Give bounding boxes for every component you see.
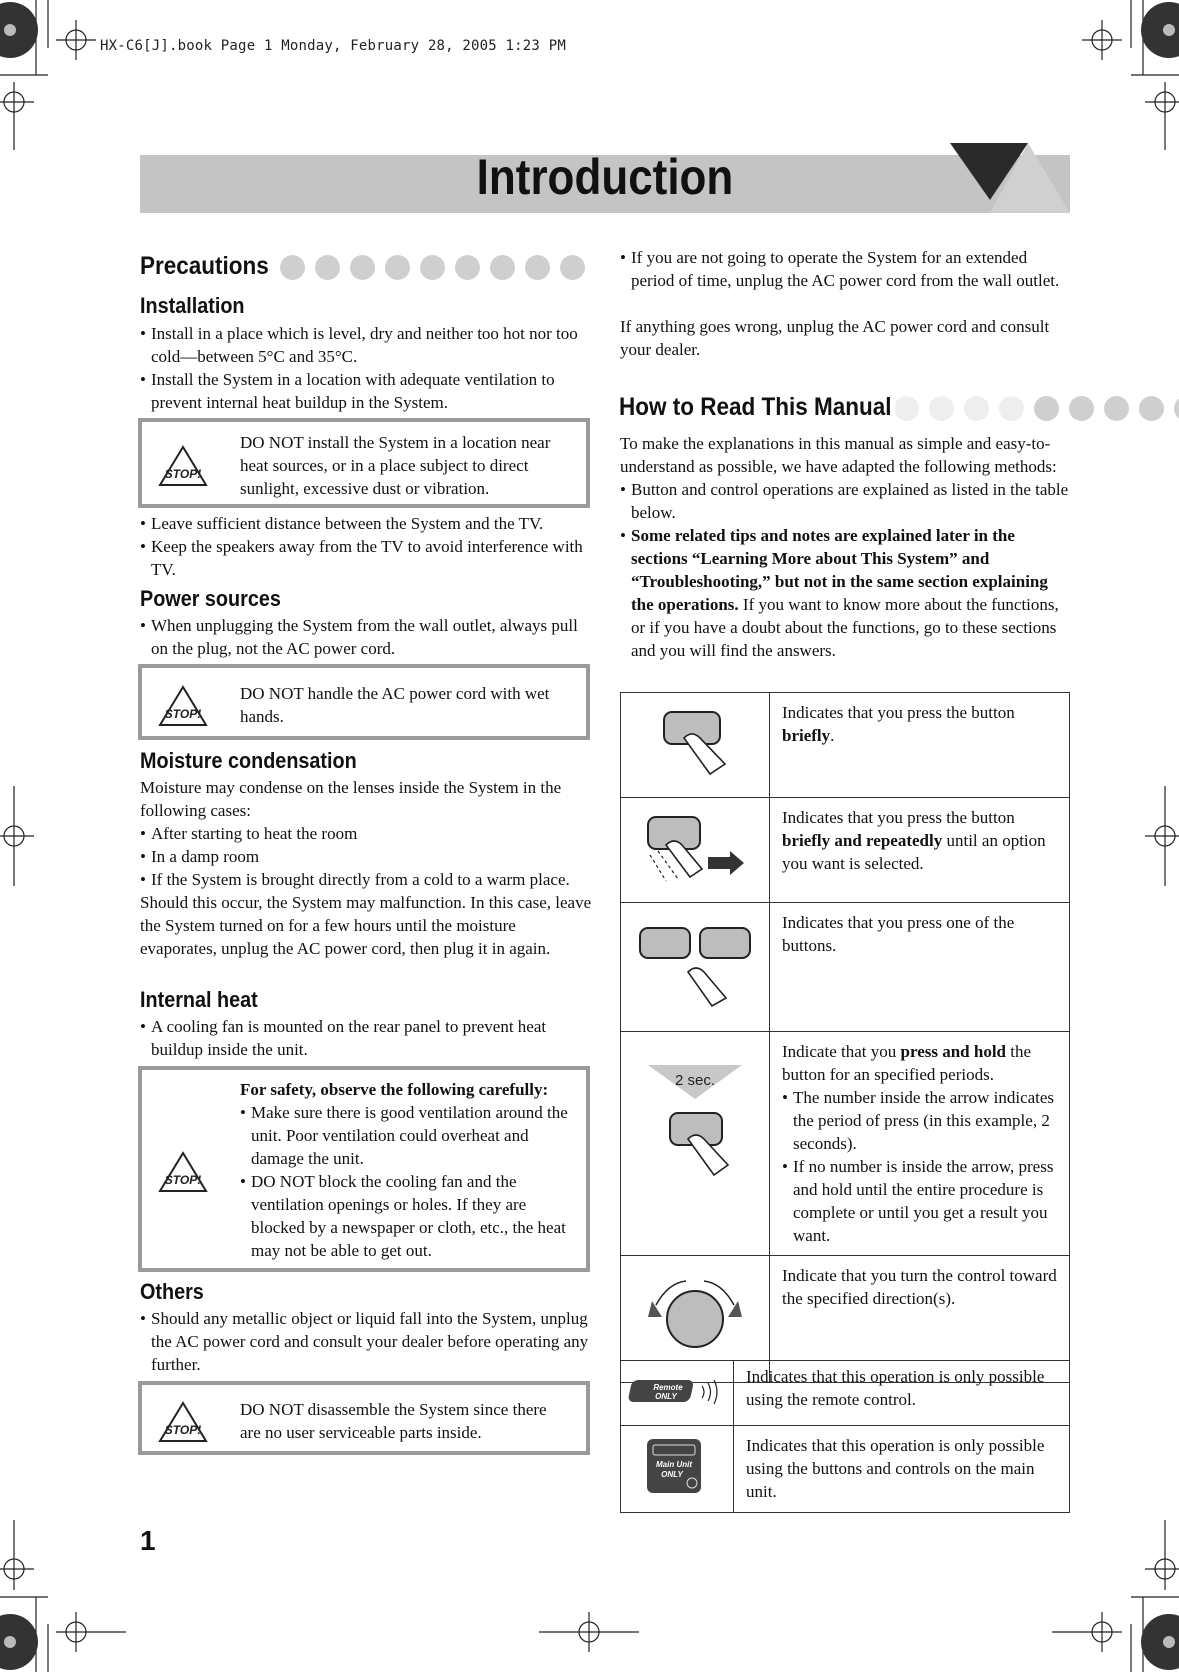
table-row (621, 1361, 1070, 1426)
row5-text: Indicate that you turn the control toward the specified direction(s). (782, 1266, 1057, 1308)
power-heading: Power sources (140, 586, 281, 611)
row4-bullet-2: • If no number is inside the arrow, press and hold until the entire procedure is complete or until you get a result you want. (782, 1155, 1057, 1247)
badge-remote-line-1: Remote (653, 1383, 683, 1392)
install-bullet-1: • Install in a place which is level, dry and neither too hot nor too cold—between 5°C and 35°C. (140, 322, 590, 368)
warning-box-installation (138, 418, 590, 508)
moisture-bullet-2: • In a damp room (140, 845, 595, 868)
table-row (621, 1032, 1070, 1256)
remote-only-badge-icon (622, 1362, 732, 1418)
remote-only-text: Indicates that this operation is only possible using the remote control. (746, 1367, 1045, 1409)
moisture-bullet-1: • After starting to heat the room (140, 822, 595, 845)
print-header: HX-C6[J].book Page 1 Monday, February 28, 2005 1:23 PM (100, 38, 566, 54)
row2-bold: briefly and repeatedly (782, 831, 943, 850)
table-row (621, 903, 1070, 1032)
main-unit-only-badge-icon (622, 1427, 732, 1505)
table-row (621, 798, 1070, 903)
turn-control-icon (622, 1257, 768, 1375)
warning-text-installation: DO NOT install the System in a location near heat sources, or in a place subject to direct sunlight, excessive dust or vibration. (240, 433, 551, 498)
warning-title-internal-heat: For safety, observe the following carefully: (240, 1080, 549, 1099)
press-and-hold-icon (622, 1033, 768, 1233)
stop-label: STOP! (164, 1423, 202, 1437)
press-briefly-icon (622, 694, 768, 790)
manual-intro: To make the explanations in this manual as simple and easy-to-understand as possible, we have adapted the following methods: (620, 434, 1057, 476)
only-legend-table (620, 1360, 1070, 1513)
moisture-heading: Moisture condensation (140, 748, 357, 773)
legend-table (620, 692, 1070, 1383)
internal-heat-heading: Internal heat (140, 987, 258, 1012)
stop-warning-icon (158, 1150, 208, 1194)
install-bullet-2: • Install the System in a location with adequate ventilation to prevent internal heat buildup in the System. (140, 368, 590, 414)
row1-text: Indicates that you press the button (782, 703, 1015, 722)
badge-main-line-1: Main Unit (656, 1460, 692, 1469)
heat-bullet-1: • A cooling fan is mounted on the rear panel to prevent heat buildup inside the unit. (140, 1015, 590, 1061)
power-bullet-1: • When unplugging the System from the wall outlet, always pull on the plug, not the AC power cord. (140, 614, 590, 660)
moisture-intro: Moisture may condense on the lenses inside the System in the following cases: (140, 778, 562, 820)
badge-main-line-2: ONLY (661, 1470, 683, 1479)
stop-warning-icon (158, 684, 208, 728)
row3-text: Indicates that you press one of the buttons. (782, 913, 1015, 955)
warning-bullet-1: • Make sure there is good ventilation around the unit. Poor ventilation could overheat and damage the unit. (240, 1101, 570, 1170)
install-bullet-4: • Keep the speakers away from the TV to avoid interference with TV. (140, 535, 590, 581)
hold-duration-label: 2 sec. (674, 1072, 716, 1089)
manual-bullet-2-rest: If you want to know more about the functions, or if you have a doubt about the functions, go to these sections and you will find the answers. (631, 595, 1059, 660)
warning-box-internal-heat (138, 1066, 590, 1272)
press-one-of-buttons-icon (622, 904, 768, 1024)
stop-label: STOP! (164, 467, 202, 481)
stop-label: STOP! (164, 1173, 202, 1187)
row1-bold: briefly (782, 726, 831, 745)
how-to-read-heading: How to Read This Manual (619, 393, 895, 422)
badge-remote-line-2: ONLY (655, 1392, 677, 1401)
anything-wrong-para: If anything goes wrong, unplug the AC power cord and consult your dealer. (620, 317, 1050, 359)
page-title: Introduction (476, 149, 734, 205)
moisture-bullet-3: • If the System is brought directly from a cold to a warm place. (140, 868, 595, 891)
row2-text: Indicates that you press the button (782, 808, 1015, 827)
manual-bullet-1: • Button and control operations are explained as listed in the table below. (620, 478, 1070, 524)
press-repeatedly-icon (622, 799, 768, 895)
moisture-outro: Should this occur, the System may malfunction. In this case, leave the System turned on for a few hours until the moisture evaporates, unplug the AC power cord, then plug it in again. (140, 893, 592, 958)
main-unit-only-text: Indicates that this operation is only possible using the buttons and controls on the main unit. (746, 1436, 1045, 1501)
others-bullet-1: • Should any metallic object or liquid fall into the System, unplug the AC power cord and consult your dealer before operating any further. (140, 1307, 590, 1376)
installation-heading: Installation (140, 293, 245, 318)
row4-post: the button for an specified periods. (782, 1042, 1032, 1084)
manual-bullet-2 (620, 524, 1070, 662)
precautions-heading: Precautions (140, 252, 272, 281)
warning-box-power (138, 664, 590, 740)
stop-label: STOP! (164, 707, 202, 721)
warning-text-power: DO NOT handle the AC power cord with wet hands. (240, 684, 550, 726)
row1-post: . (830, 726, 835, 745)
page-number: 1 (140, 1525, 156, 1556)
table-row (621, 1426, 1070, 1513)
warning-box-others (138, 1381, 590, 1455)
row4-bullet-1: • The number inside the arrow indicates the period of press (in this example, 2 seconds). (782, 1086, 1057, 1155)
unplug-bullet: • If you are not going to operate the System for an extended period of time, unplug the AC power cord from the wall outlet. (620, 246, 1065, 292)
warning-text-others: DO NOT disassemble the System since there are no user serviceable parts inside. (240, 1400, 547, 1442)
install-bullet-3: • Leave sufficient distance between the System and the TV. (140, 512, 590, 535)
others-heading: Others (140, 1279, 204, 1304)
manual-bullet-2-bold: Some related tips and notes are explained later in the sections “Learning More about This System” and “Troubleshooting,” but not in the same section explaining the operations. (631, 526, 1048, 614)
table-row (621, 693, 1070, 798)
row2-post: until an option you want is selected. (782, 831, 1046, 873)
row4-bold: press and hold (900, 1042, 1007, 1061)
stop-warning-icon (158, 1400, 208, 1444)
warning-bullet-2: • DO NOT block the cooling fan and the ventilation openings or holes. If they are blocked by a newspaper or cloth, etc., the heat may not be able to get out. (240, 1170, 570, 1262)
stop-warning-icon (158, 444, 208, 488)
row4-text: Indicate that you (782, 1042, 901, 1061)
